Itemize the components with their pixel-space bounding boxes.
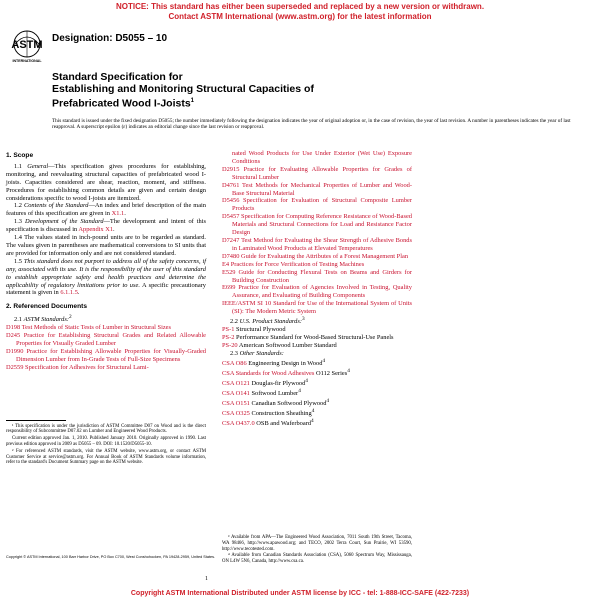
ref-code-link[interactable]: PS-20 <box>222 341 238 349</box>
link-appendix-x1[interactable]: Appendix X1 <box>78 226 114 234</box>
link-x1-1[interactable]: X1.1 <box>111 210 125 218</box>
ref-code-link[interactable]: CSA O141 <box>222 389 250 397</box>
license-notice: Copyright ASTM International Distributed under ASTM license by ICC - tel: 1-888-ICC-SAFE (422-7233) <box>130 590 470 597</box>
ref-code-link[interactable]: D198 <box>6 324 21 332</box>
ref-code-link[interactable]: D245 <box>6 332 21 340</box>
title-footnote-mark: 1 <box>190 98 195 104</box>
para-1-5: 1.5 This standard does not purport to address all of the safety concerns, if any, associated with its use. It is the responsibility of the user of this standard to establish appropriate safety and health practices and determine the applicability of regulatory limitations prior to use. A specific precautionary statement is given in 6.1.1.5. <box>6 257 206 297</box>
ref-item: D4761 Test Methods for Mechanical Properties of Lumber and Wood-Base Structural Material <box>222 181 412 197</box>
left-footnotes <box>6 424 206 467</box>
footnote-1: ¹ This specification is under the jurisdiction of ASTM Committee D07 on Wood and is the direct responsibility of Subcommittee D07.02 on Lumber and Engineered Wood Products. <box>6 423 206 435</box>
para-1-4: 1.4 The values stated in inch-pound units are to be regarded as standard. The values given in parentheses are mathematical conversions to SI units that are provided for information only and are not considered standard. <box>6 234 206 257</box>
ref-item: D1990 Practice for Establishing Allowable Properties for Visually-Graded Dimension Lumber from In-Grade Tests of Full-Size Specimens <box>6 347 207 363</box>
designation: Designation: D5055 – 10 <box>52 33 168 44</box>
para-2-1: 2.1 ASTM Standards:$^2$ <box>14 314 72 324</box>
para-2-3: 2.3 Other Standards: <box>230 349 284 357</box>
title-line-3: Prefabricated Wood I-Joists <box>52 97 191 110</box>
left-column <box>6 150 206 467</box>
ref-item: D7247 Test Method for Evaluating the Shear Strength of Adhesive Bonds in Laminated Wood Products at Elevated Temperatures <box>222 236 412 252</box>
para-1-3: 1.3 Development of the Standard—The development and intent of this specification is discussed in Appendix X1. <box>6 218 206 234</box>
ref-code-link[interactable]: D2915 <box>222 165 240 173</box>
ref-item: PS-1 Structural Plywood <box>222 326 286 334</box>
ref-code-link[interactable]: D5456 <box>222 197 240 205</box>
title-line-1: Standard Specification for <box>52 71 183 83</box>
right-footnotes <box>222 535 412 566</box>
ref-code-link[interactable]: E529 <box>222 268 236 276</box>
link-6-1-1-5[interactable]: 6.1.1.5 <box>60 289 78 297</box>
ref-item: CSA O141 Softwood Lumber$^4$ <box>222 387 301 397</box>
ref-item: D5456 Specification for Evaluation of Structural Composite Lumber Products <box>222 197 412 213</box>
refdocs-heading: 2. Referenced Documents <box>6 303 87 311</box>
ref-item: PS-2 Performance Standard for Wood-Based Structural-Use Panels <box>222 333 394 341</box>
ref-code-link[interactable]: D1990 <box>6 347 24 355</box>
para-1-1: 1.1 General—This specification gives procedures for establishing, monitoring, and reevaluating structural capacities of prefabricated wood I-joists. Capacities considered are shear, reaction, moment, and stiffness. Procedures for establishing common details are given and certain design considerations specific to wood I-joists are itemized. <box>6 162 206 202</box>
footnote-4: ⁴ Available from Canadian Standards Association (CSA), 5060 Spectrum Way, Mississauga, ON L4W 5N6, Canada, http://www.csa.ca. <box>222 553 412 565</box>
ref-item: D5457 Specification for Computing Reference Resistance of Wood-Based Materials and Structural Connections for Load and Resistance Factor Design <box>222 213 412 237</box>
ref-code-link[interactable]: IEEE/ASTM SI 10 <box>222 300 272 308</box>
ref-code-link[interactable]: D2559 <box>6 363 24 371</box>
ref-code-link[interactable]: CSA O325 <box>222 409 250 417</box>
ref-item: E529 Guide for Conducting Flexural Tests on Beams and Girders for Building Construction <box>222 268 412 284</box>
ref-item: CSA O437.0 OSB and Waferboard$^4$ <box>222 417 314 427</box>
ref-item: D7480 Guide for Evaluating the Attributes of a Forest Management Plan <box>222 252 409 260</box>
para-1-2: 1.2 Contents of the Standard—An index and brief description of the main features of this specification are given in X1.1. <box>6 202 206 218</box>
ref-item: D245 Practice for Establishing Structural Grades and Related Allowable Properties for Visually Graded Lumber <box>6 332 206 348</box>
ref-item: CSA O121 Douglas-fir Plywood$^4$ <box>222 377 308 387</box>
scope-heading: 1. Scope <box>6 152 34 159</box>
title-line-2: Establishing and Monitoring Structural Capacities of <box>52 83 314 95</box>
footnote-3: ³ Available from APA—The Engineered Wood Association, 7011 South 19th Street, Tacoma, WA 98466, http://www.apawood.org; and TECO, 2002 Terra Court, Sun Prairie, WI 53590, http://www.tecotested.com. <box>222 535 412 552</box>
ref-item: CSA O325 Construction Sheathing$^4$ <box>222 407 315 417</box>
ref-code-link[interactable]: D7480 <box>222 252 240 260</box>
ref-code-link[interactable]: CSA O86 <box>222 359 247 367</box>
ref-code-link[interactable]: D7247 <box>222 236 240 244</box>
page-number: 1 <box>205 576 208 582</box>
ref-code-link[interactable]: D4761 <box>222 181 240 189</box>
ref-code-link[interactable]: CSA Standards for Wood Adhesives <box>222 369 315 377</box>
ref-code-link[interactable]: CSA O437.0 <box>222 420 255 427</box>
ref-code-link[interactable]: D5457 <box>222 213 240 221</box>
notice-line-1: NOTICE: This standard has either been superseded and replaced by a new version or withdrawn. <box>115 2 485 11</box>
document-title <box>52 71 412 110</box>
ref-item: CSA O86 Engineering Design in Wood$^4$ <box>222 357 326 367</box>
ref-item: E699 Practice for Evaluation of Agencies Involved in Testing, Quality Assurance, and Evaluating of Building Components <box>222 284 412 300</box>
ref-code-link[interactable]: PS-2 <box>222 333 235 341</box>
ref-code-link[interactable]: E699 <box>222 284 236 292</box>
ref-code-link[interactable]: PS-1 <box>222 326 235 334</box>
ref-item: PS-20 American Softwood Lumber Standard <box>222 341 337 349</box>
para-2-2: 2.2 U.S. Product Standards:$^3$ <box>230 316 305 326</box>
footnote-2: ² For referenced ASTM standards, visit the ASTM website, www.astm.org, or contact ASTM Customer Service at service@astm.org. For Annual Book of ASTM Standards volume information, refer to the standard's Document Summary page on the ASTM website. <box>6 448 206 466</box>
ref-item: D198 Test Methods of Static Tests of Lumber in Structural Sizes <box>6 324 172 332</box>
ref-continuation: nated Wood Products for Use Under Exterior (Wet Use) Exposure Conditions <box>232 150 412 165</box>
right-column <box>222 150 412 428</box>
svg-text:ASTM: ASTM <box>11 39 43 51</box>
issuance-note: This standard is issued under the fixed designation D5055; the number immediately following the designation indicates the year of original adoption or, in the case of revision, the year of last revision. A number in parentheses indicates the year of last reapproval. A superscript epsilon (ε) indicates an editorial change since the last revision or reapproval. <box>52 118 571 131</box>
withdrawn-notice <box>0 2 600 22</box>
logo-label: INTERNATIONAL <box>12 59 42 63</box>
notice-line-2: Contact ASTM International (www.astm.org) for the latest information <box>168 12 432 21</box>
ref-item: D2915 Practice for Evaluating Allowable Properties for Grades of Structural Lumber <box>222 165 412 181</box>
ref-code-link[interactable]: CSA O151 <box>222 399 250 407</box>
ref-item: D2559 Specification for Adhesives for Structural Lami- <box>6 363 149 371</box>
ref-item: CSA Standards for Wood Adhesives O112 Series$^4$ <box>222 367 350 377</box>
footnote-rule <box>6 420 66 421</box>
footnote-1b: Current edition approved Jan. 1, 2010. Published January 2010. Originally approved in 1990. Last previous edition approved in 2009 as D5055 – 09. DOI: 10.1520/D5055-10. <box>6 436 206 448</box>
ref-item: IEEE/ASTM SI 10 Standard for Use of the International System of Units (SI): The Modern Metric System <box>222 300 412 316</box>
copyright-line: Copyright © ASTM International, 100 Barr Harbor Drive, PO Box C700, West Conshohocken, PA 19428-2959, United States. <box>6 555 216 559</box>
ref-code-link[interactable]: E4 <box>222 260 230 268</box>
ref-code-link[interactable]: CSA O121 <box>222 379 250 387</box>
astm-logo <box>6 26 48 68</box>
ref-item: E4 Practices for Force Verification of Testing Machines <box>222 260 365 268</box>
ref-item: CSA O151 Canadian Softwood Plywood$^4$ <box>222 397 330 407</box>
